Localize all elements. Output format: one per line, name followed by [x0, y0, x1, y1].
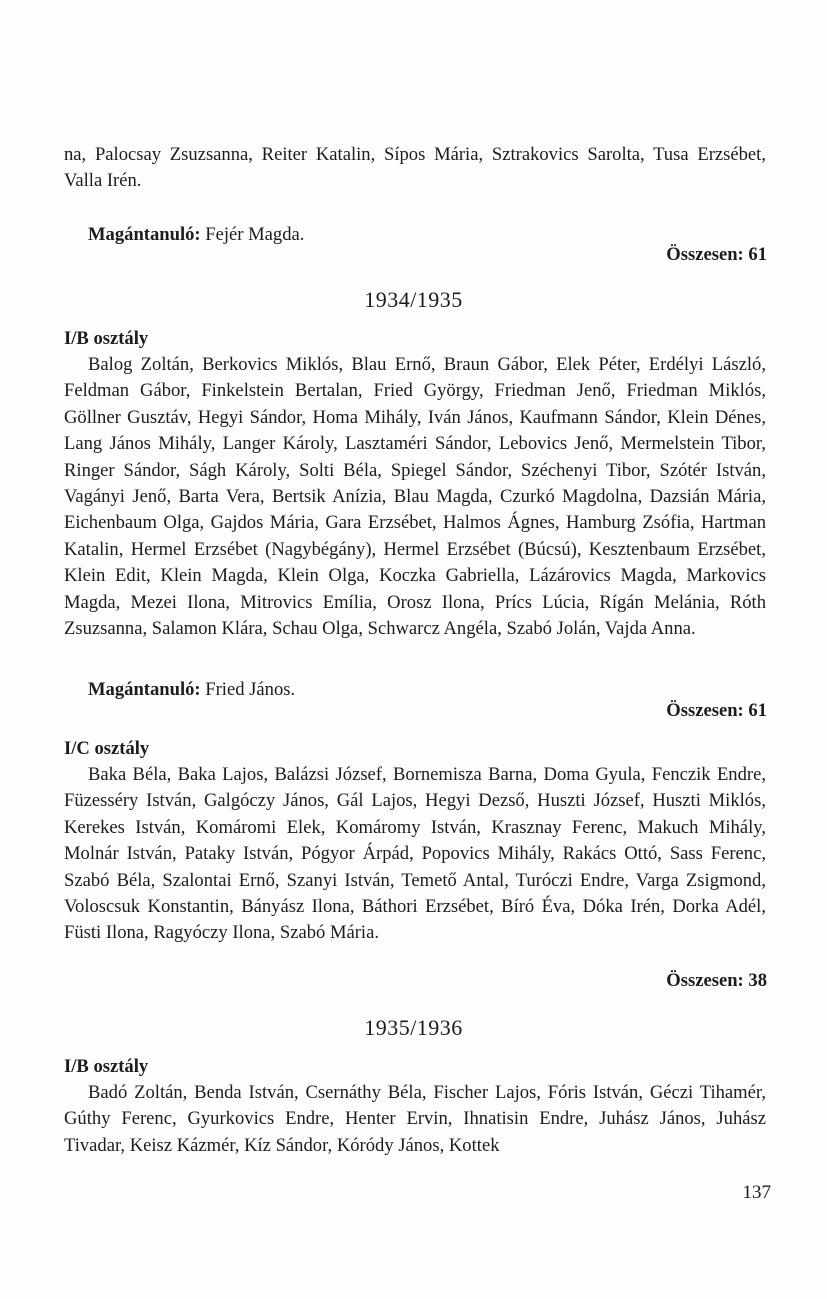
intro-private-student: [88, 222, 304, 248]
class-heading-ib-1935: I/B osztály: [64, 1056, 149, 1077]
class-heading-ib-1934: I/B osztály: [64, 328, 149, 349]
intro-total: Összesen: 61: [666, 244, 767, 265]
class-total-ib-1934: Összesen: 61: [666, 700, 767, 721]
class-names-ic-1934: Baka Béla, Baka Lajos, Balázsi József, Bornemisza Barna, Doma Gyula, Fenczik Endre, Füzesséry István, Galgóczy János, Gál Lajos, Hegyi Dezső, Huszti József, Huszti Miklós, Kerekes István, Komáromi Elek, Komáromy István, Krasznay Ferenc, Makuch Mihály, Molnár István, Pataky István, Pógyor Árpád, Popovics Mihály, Rakács Ottó, Sass Ferenc, Szabó Béla, Szalontai Ernő, Szanyi István, Temető Antal, Turóczi Endre, Varga Zsigmond, Voloscsuk Konstantin, Bányász Ilona, Báthori Erzsébet, Bíró Éva, Dóka Irén, Dorka Adél, Füsti Ilona, Ragyóczy Ilona, Szabó Mária.: [64, 764, 766, 944]
year-heading-1934: 1934/1935: [364, 287, 463, 312]
year-heading-1935: 1935/1936: [364, 1015, 463, 1040]
class-heading-ic-1934: I/C osztály: [64, 738, 150, 759]
class-names-ib-1935: Badó Zoltán, Benda István, Csernáthy Béla, Fischer Lajos, Fóris István, Géczi Tihamér, Gúthy Ferenc, Gyurkovics Endre, Henter Ervin, Ihnatisin Endre, Juhász János, Juhász Tivadar, Keisz Kázmér, Kíz Sándor, Kóródy János, Kottek: [64, 1082, 766, 1156]
class-total-ic-1934: Összesen: 38: [666, 970, 767, 991]
private-student-label: Magántanuló:: [88, 679, 201, 700]
class-private-student-ib-1934: [88, 677, 295, 703]
private-student-label: Magántanuló:: [88, 224, 201, 245]
intro-paragraph: na, Palocsay Zsuzsanna, Reiter Katalin, Sípos Mária, Sztrakovics Sarolta, Tusa Erzsébet, Valla Irén.: [64, 144, 766, 192]
private-student-names: Fried János.: [200, 679, 296, 700]
private-student-names: Fejér Magda.: [200, 224, 305, 245]
page-number: 137: [742, 1182, 771, 1203]
class-names-ib-1934: Balog Zoltán, Berkovics Miklós, Blau Ernő, Braun Gábor, Elek Péter, Erdélyi László, Feldman Gábor, Finkelstein Bertalan, Fried György, Friedman Jenő, Friedman Miklós, Göllner Gusztáv, Hegyi Sándor, Homa Mihály, Iván János, Kaufmann Sándor, Klein Dénes, Lang János Mihály, Langer Károly, Lasztaméri Sándor, Lebovics Jenő, Mermelstein Tibor, Ringer Sándor, Ságh Károly, Solti Béla, Spiegel Sándor, Széchenyi Tibor, Szótér István, Vagányi Jenő, Barta Vera, Bertsik Anízia, Blau Magda, Czurkó Magdolna, Dazsián Mária, Eichenbaum Olga, Gajdos Mária, Gara Erzsébet, Halmos Ágnes, Hamburg Zsófia, Hartman Katalin, Hermel Erzsébet (Nagybégány), Hermel Erzsébet (Búcsú), Kesztenbaum Erzsébet, Klein Edit, Klein Magda, Klein Olga, Koczka Gabriella, Lázárovics Magda, Markovics Magda, Mezei Ilona, Mitrovics Emília, Orosz Ilona, Prícs Lúcia, Rígán Melánia, Róth Zsuzsanna, Salamon Klára, Schau Olga, Schwarcz Angéla, Szabó Jolán, Vajda Anna.: [64, 354, 766, 640]
